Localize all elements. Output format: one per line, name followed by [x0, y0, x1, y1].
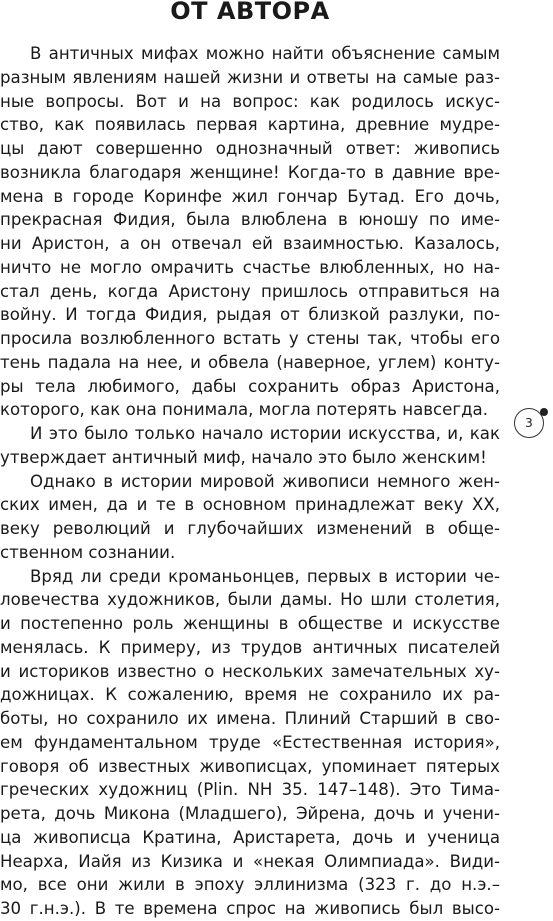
- chapter-title: ОТ АВТОРА: [170, 0, 330, 25]
- text-line: ство, как появилась первая картина, древние мудре-: [0, 115, 500, 135]
- text-line: говоря об известных живописцах, упоминает пятерых: [0, 756, 500, 776]
- text-line: возникла благодаря женщине! Когда-то в давние вре-: [0, 162, 500, 182]
- text-line: менялась. К примеру, из трудов античных писателей: [0, 637, 500, 657]
- text-line: стал день, когда Аристону пришлось отправиться на: [0, 281, 500, 301]
- text-line: войну. И тогда Фидия, рыдая от близкой разлуки, по-: [0, 305, 500, 325]
- text-line: ловечества художников, были дамы. Но шли столетия,: [0, 590, 500, 610]
- text-line: ные вопросы. Вот и на вопрос: как родилось искус-: [0, 91, 500, 111]
- text-line: ры тела любимого, дабы сохранить образ Аристона,: [0, 376, 500, 396]
- page-number: 3: [525, 416, 533, 430]
- text-line: Неарха, Иайя из Кизика и «некая Олимпиада». Види-: [0, 851, 500, 871]
- text-line: ственном сознании.: [0, 542, 176, 562]
- text-line: мо, все они жили в эпоху эллинизма (323 г. до н.э.–: [0, 875, 500, 895]
- text-line: греческих художниц (Plin. NH 35. 147–148). Это Тима-: [0, 780, 500, 800]
- text-line: просила возлюбленного встать у стены так, чтобы его: [0, 329, 500, 348]
- text-line: 30 г.н.э.). В те времена спрос на живопись был высо-: [0, 899, 500, 918]
- text-line: разным явлениям нашей жизни и ответы на самые раз-: [0, 67, 500, 87]
- text-line: и постепенно роль женщины в обществе и искусстве: [0, 614, 500, 633]
- text-line: боты, но сохранило их имена. Плиний Старший в сво-: [0, 709, 500, 728]
- body-text: [0, 42, 500, 921]
- text-line: ских имен, да и те в основном принадлежат веку XX,: [0, 495, 500, 515]
- text-line: мена в городе Коринфе жил гончар Бутад. Его дочь,: [0, 186, 500, 206]
- text-line: ем фундаментальном труде «Естественная история»,: [0, 732, 500, 752]
- text-line: ни Аристон, а он отвечал ей взаимностью. Казалось,: [0, 234, 500, 253]
- text-line: ца живописца Кратина, Аристарета, дочь и ученица: [0, 827, 500, 847]
- text-line: тень падала на нее, и обвела (наверное, углем) конту-: [0, 352, 500, 372]
- text-line: Однако в истории мировой живописи немного жен-: [30, 471, 500, 491]
- page-number-marker: [514, 408, 546, 440]
- text-line: которого, как она понимала, могла потерять навсегда.: [0, 400, 488, 420]
- text-line: рета, дочь Микона (Младшего), Эйрена, дочь и учени-: [0, 804, 500, 823]
- text-line: ничто не могло омрачить счастье влюбленных, но на-: [0, 257, 500, 277]
- text-line: В античных мифах можно найти объяснение самым: [30, 44, 500, 63]
- text-line: веку революций и глубочайших изменений в обще-: [0, 519, 500, 538]
- text-line: цы дают совершенно однозначный ответ: живопись: [0, 139, 500, 158]
- text-line: И это было только начало истории искусства, и, как: [30, 424, 500, 443]
- text-line: Вряд ли среди кроманьонцев, первых в истории че-: [30, 566, 500, 586]
- text-line: прекрасная Фидия, была влюблена в юношу по име-: [0, 210, 500, 230]
- text-line: и историков известно о нескольких замечательных ху-: [0, 661, 500, 681]
- text-line: утверждает античный миф, начало это было женским!: [0, 447, 487, 467]
- text-line: дожницах. К сожалению, время не сохранило их ра-: [0, 685, 500, 705]
